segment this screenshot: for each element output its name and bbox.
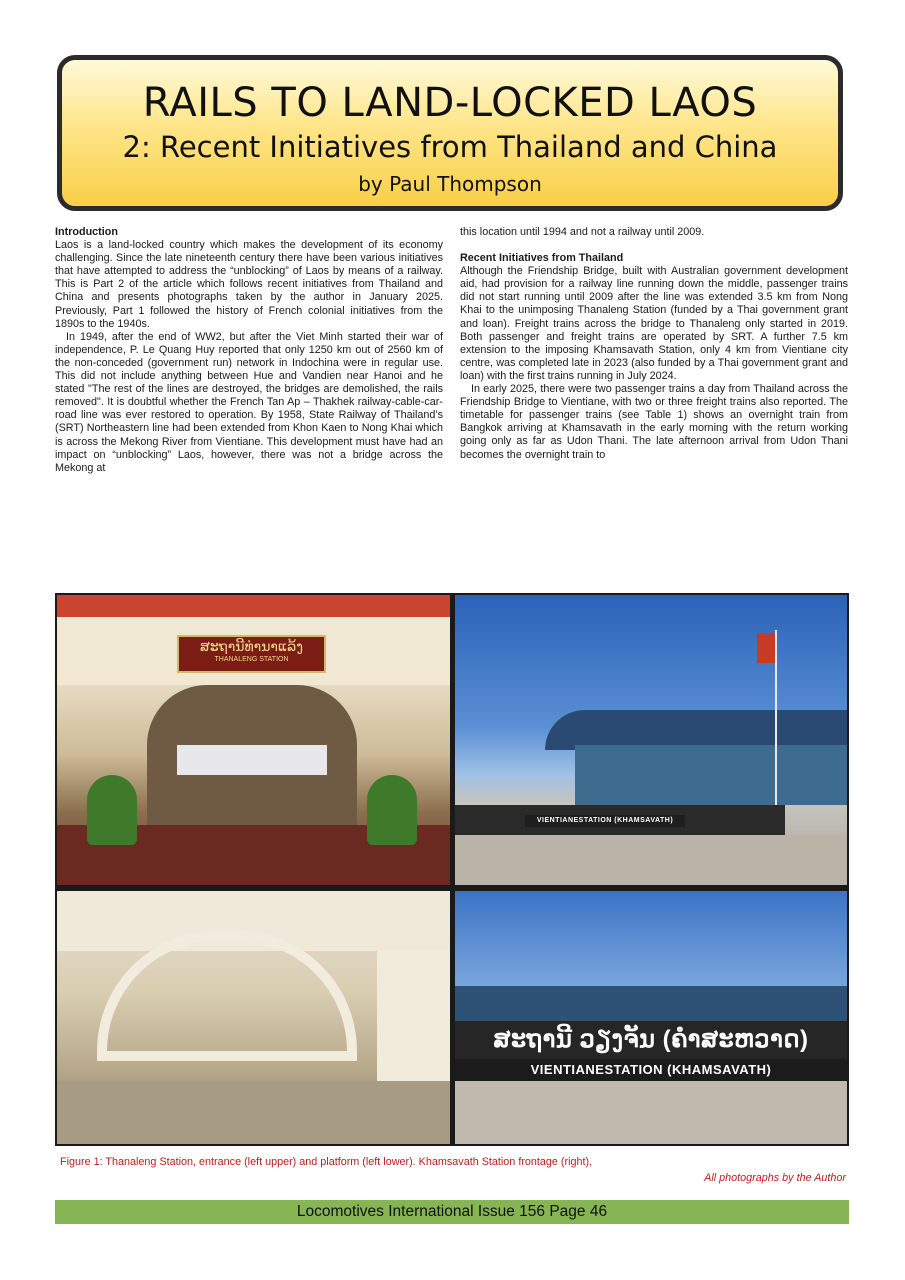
thanaleng-sign-lao: ສະຖານີທ່ານາແລ້ງ xyxy=(199,638,304,654)
flagpole xyxy=(775,630,777,810)
photo-grid xyxy=(55,593,849,1146)
roof-eave xyxy=(57,595,450,617)
forecourt xyxy=(455,1081,847,1144)
khamsavath-sign-english: VIENTIANESTATION (KHAMSAVATH) xyxy=(455,1059,847,1081)
khamsavath-sign-lao: ສະຖານີ ວຽງຈັນ (ຄຳສະຫວາດ) xyxy=(455,1021,847,1059)
thanaleng-sign xyxy=(177,635,326,673)
station-glass-wall xyxy=(575,745,847,805)
train-in-archway xyxy=(177,745,327,775)
photo-khamsavath-frontage-lower xyxy=(455,891,847,1144)
photo-khamsavath-frontage-upper xyxy=(455,595,847,885)
station-building xyxy=(455,986,847,1026)
article-title: RAILS TO LAND-LOCKED LAOS xyxy=(142,80,758,126)
thanaleng-sign-english: THANALENG STATION xyxy=(214,656,289,663)
photo-thanaleng-platform xyxy=(57,891,450,1144)
khamsavath-sign-small: VIENTIANESTATION (KHAMSAVATH) xyxy=(525,815,685,827)
paragraph-history-continued: this location until 1994 and not a railway until 2009. xyxy=(460,226,705,238)
station-forecourt xyxy=(455,835,847,885)
photo-credit: All photographs by the Author xyxy=(704,1172,846,1184)
right-column xyxy=(460,226,848,462)
page-footer: Locomotives International Issue 156 Page 46 xyxy=(55,1200,849,1224)
station-roof xyxy=(545,710,847,750)
paragraph-history: In 1949, after the end of WW2, but after the Viet Minh started their war of independence, P. Le Quang Huy reported that only 1250 km out of 2560 km of the non-conceded (government run) network in Indochina were in regular use. This did not include anything between Hue and Vandien near Hanoi and he stated "The rest of the lines are destroyed, the bridges are demolished, the rails removed". It is doubtful whether the French Tan Ap – Thakhek railway-cable-car-road line was ever restored to operation. By 1958, State Railway of Thailand’s (SRT) Northeastern line had been extended from Khon Kaen to Nong Khai which is across the Mekong River from Vientiane. This development must have had an impact on “unblocking” Laos, however, there was not a bridge across the Mekong at xyxy=(55,330,443,474)
potted-plant-right xyxy=(367,775,417,845)
left-column xyxy=(55,226,443,475)
paragraph-timetable: In early 2025, there were two passenger trains a day from Thailand across the Friendship Bridge to Vientiane, with two or three freight trains also reported. The timetable for passenger trains (see Table 1) shows an overnight train from Bangkok arriving at Khamsavath in the early morning with the return working going only as far as Udon Thani. The late afternoon arrival from Udon Thani becomes the overnight train to xyxy=(460,383,848,461)
paragraph-friendship-bridge: Although the Friendship Bridge, built with Australian government development aid, had provision for a railway line running down the middle, passenger trains did not start running until 2009 after the line was extended 3.5 km from Nong Khai to the unimposing Thanaleng Station (funded by a Thai government grant and loan). Freight trains across the bridge to Thanaleng only started in 2019. Both passenger and freight trains are operated by SRT. A further 7.5 km extension to the imposing Khamsavath Station, only 4 km from Vientiane city centre, was completed late in 2023 (also funded by a Thai government grant and loan) with the first trains running in July 2024. xyxy=(460,265,848,382)
article-author: by Paul Thompson xyxy=(358,172,542,196)
intro-heading: Introduction xyxy=(55,226,118,238)
red-flag xyxy=(757,633,775,663)
thailand-heading: Recent Initiatives from Thailand xyxy=(460,252,624,265)
potted-plant-left xyxy=(87,775,137,845)
photo-thanaleng-entrance xyxy=(57,595,450,885)
paragraph-gap xyxy=(460,239,848,252)
title-box xyxy=(57,55,843,211)
figure-caption: Figure 1: Thanaleng Station, entrance (left upper) and platform (left lower). Khamsavath Station frontage (right), xyxy=(60,1156,593,1168)
article-subtitle: 2: Recent Initiatives from Thailand and China xyxy=(122,130,778,164)
flag-row xyxy=(455,951,847,991)
platform-floor xyxy=(57,1081,450,1144)
platform-wall xyxy=(377,951,450,1091)
paragraph-intro: Laos is a land-locked country which makes the development of its economy challenging. Since the late nineteenth century there have been various initiatives that have attempted to address the “unblocking” of Laos by means of a railway. This is Part 2 of the article which follows recent initiatives from Thailand and China and presents photographs taken by the author in January 2025. Previously, Part 1 followed the history of French colonial initiatives from the 1890s to the 1940s. xyxy=(55,239,443,330)
